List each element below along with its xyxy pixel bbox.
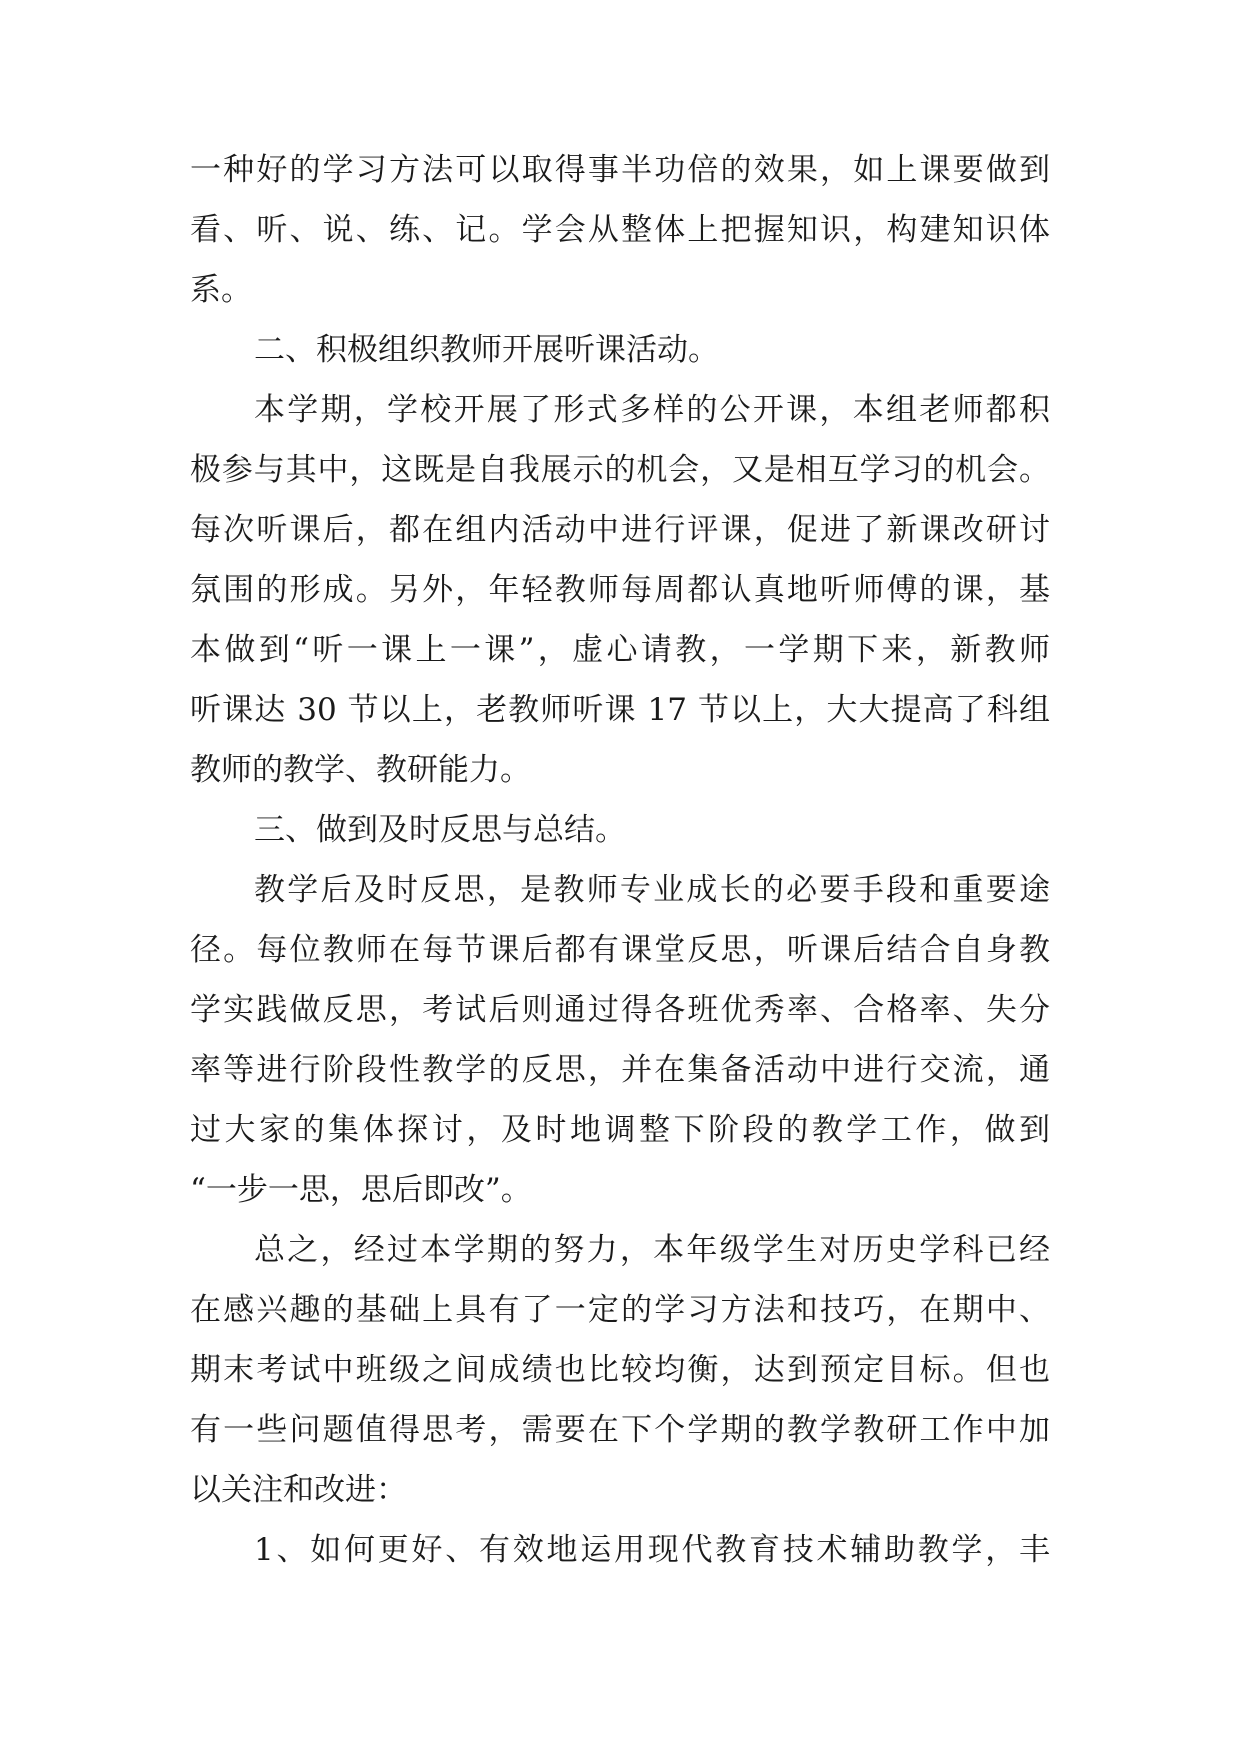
paragraph-line: 过大家的集体探讨，及时地调整下阶段的教学工作，做到	[190, 1112, 1050, 1148]
paragraph-line: 本学期，学校开展了形式多样的公开课，本组老师都积	[254, 392, 1050, 428]
paragraph-line: 有一些问题值得思考，需要在下个学期的教学教研工作中加	[190, 1412, 1050, 1448]
paragraph-line: 径。每位教师在每节课后都有课堂反思，听课后结合自身教	[190, 932, 1050, 968]
list-item: 1、如何更好、有效地运用现代教育技术辅助教学，丰	[254, 1532, 1050, 1568]
paragraph-line: 一种好的学习方法可以取得事半功倍的效果，如上课要做到	[190, 152, 1050, 188]
paragraph-line: “一步一思，思后即改”。	[190, 1172, 532, 1208]
paragraph-line: 系。	[190, 272, 252, 308]
paragraph-line: 在感兴趣的基础上具有了一定的学习方法和技巧，在期中、	[190, 1292, 1050, 1328]
paragraph-line: 氛围的形成。另外，年轻教师每周都认真地听师傅的课，基	[190, 572, 1050, 608]
paragraph-line: 总之，经过本学期的努力，本年级学生对历史学科已经	[254, 1232, 1050, 1268]
paragraph-line: 教师的教学、教研能力。	[190, 752, 531, 788]
paragraph-line: 教学后及时反思，是教师专业成长的必要手段和重要途	[254, 872, 1050, 908]
paragraph-line: 期末考试中班级之间成绩也比较均衡，达到预定目标。但也	[190, 1352, 1050, 1388]
paragraph-line: 以关注和改进：	[190, 1472, 407, 1508]
paragraph-line: 每次听课后，都在组内活动中进行评课，促进了新课改研讨	[190, 512, 1050, 548]
paragraph-line: 本做到“听一课上一课”，虚心请教，一学期下来，新教师	[190, 632, 1050, 668]
section-heading: 二、积极组织教师开展听课活动。	[254, 332, 719, 368]
section-heading: 三、做到及时反思与总结。	[254, 812, 626, 848]
paragraph-line: 看、听、说、练、记。学会从整体上把握知识，构建知识体	[190, 212, 1050, 248]
paragraph-line: 听课达 30 节以上，老教师听课 17 节以上，大大提高了科组	[190, 692, 1050, 728]
paragraph-line: 率等进行阶段性教学的反思，并在集备活动中进行交流，通	[190, 1052, 1050, 1088]
paragraph-line: 极参与其中，这既是自我展示的机会，又是相互学习的机会。	[190, 452, 1050, 488]
paragraph-line: 学实践做反思，考试后则通过得各班优秀率、合格率、失分	[190, 992, 1050, 1028]
